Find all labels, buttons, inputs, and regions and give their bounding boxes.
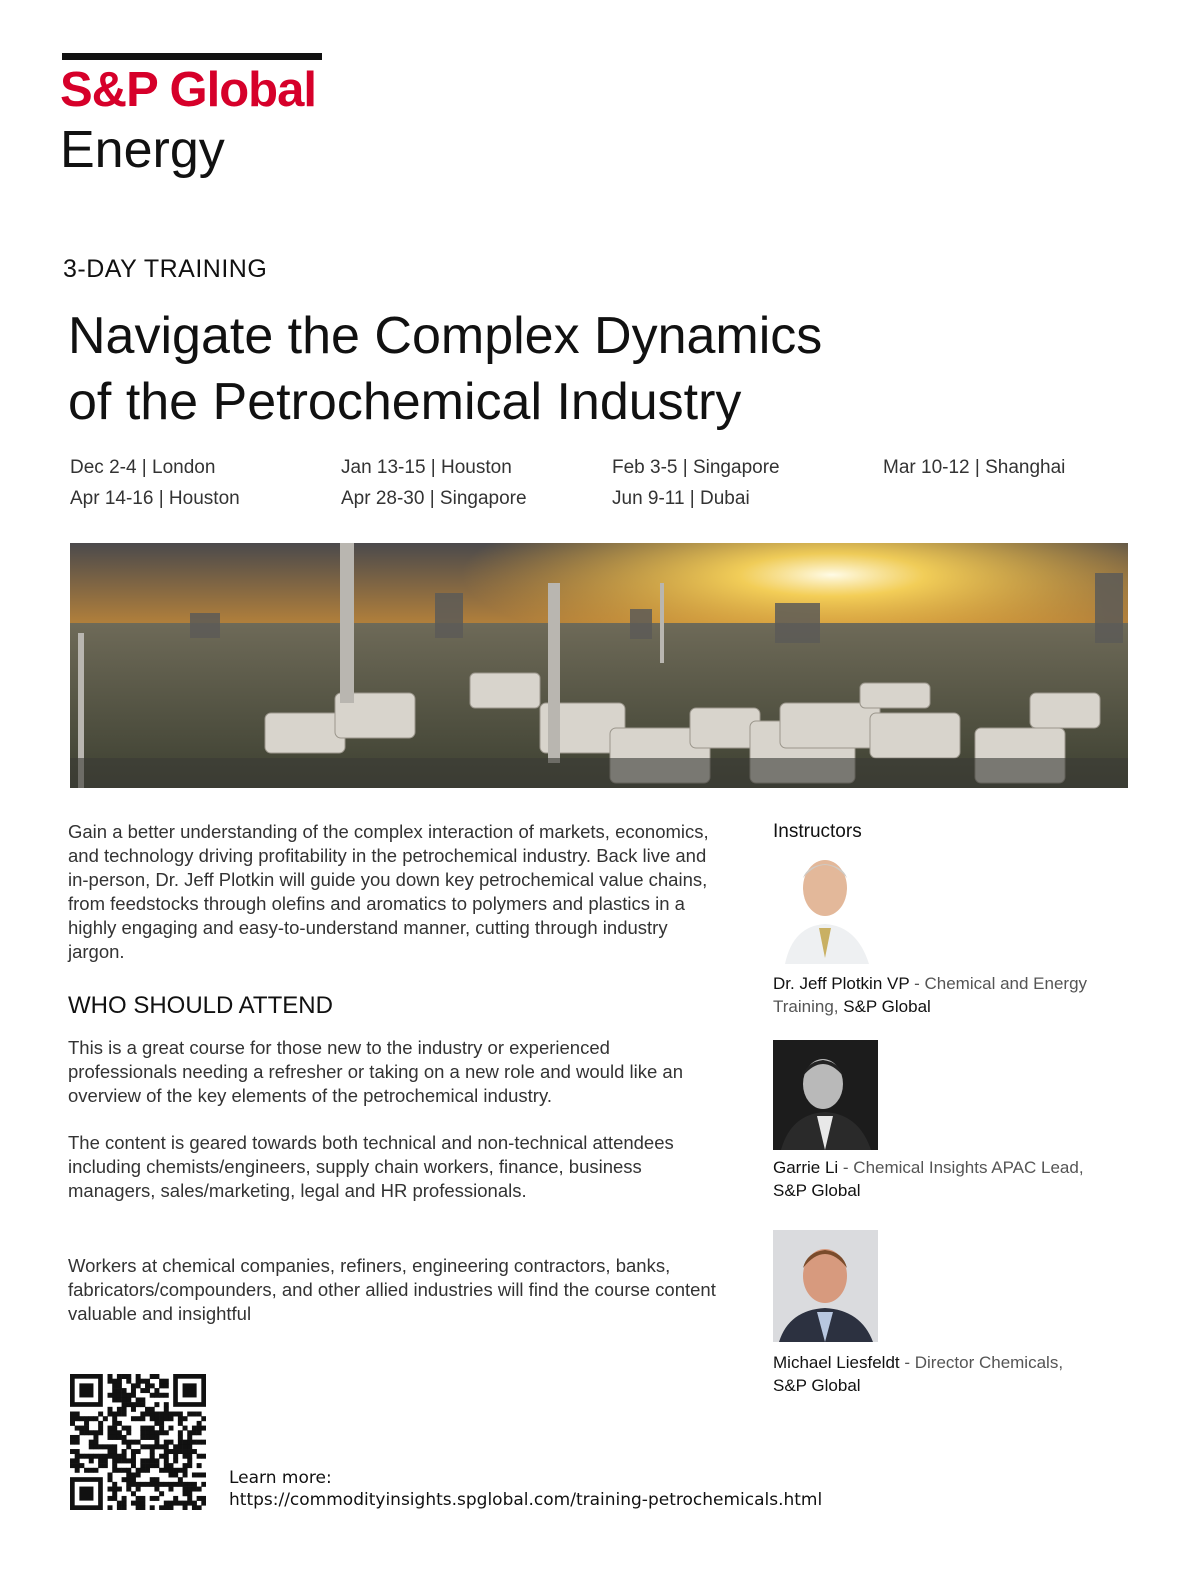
page-title	[68, 303, 1028, 435]
learn-more-label: Learn more:	[229, 1468, 332, 1488]
brand-division: Energy	[60, 121, 225, 179]
instructor-caption	[773, 972, 1133, 1018]
instructor-caption	[773, 1156, 1133, 1202]
instructor-role: - Director Chemicals,	[899, 1353, 1064, 1372]
instructor-org: S&P Global	[773, 1376, 861, 1395]
instructor-name: Garrie Li	[773, 1158, 839, 1177]
logo-rule	[62, 53, 322, 60]
instructor-org: S&P Global	[843, 997, 931, 1016]
session-item: Mar 10-12 | Shanghai	[883, 457, 1066, 478]
audience-paragraph: This is a great course for those new to the industry or experienced professionals needing a refresher or taking on a new role and would like an overview of the key elements of the petrochemical industry.	[68, 1037, 683, 1106]
audience-paragraph: The content is geared towards both technical and non-technical attendees including chemists/engineers, supply chain workers, finance, business managers, sales/marketing, legal and HR professionals.	[68, 1132, 674, 1201]
instructor-role: - Chemical Insights APAC Lead,	[838, 1158, 1084, 1177]
refinery-photo	[70, 543, 1128, 788]
instructor-role: - Chemical and Energy Training,	[773, 974, 1088, 1016]
instructor-org: S&P Global	[773, 1181, 861, 1200]
course-kicker: 3-DAY TRAINING	[63, 255, 268, 283]
instructor-name: Michael Liesfeldt	[773, 1353, 900, 1372]
audience-paragraph: Workers at chemical companies, refiners, engineering contractors, banks, fabricators/compounders, and other allied industries will find the course content valuable and insightful	[68, 1255, 716, 1324]
session-item: Jan 13-15 | Houston	[341, 457, 512, 478]
instructor-photo	[773, 848, 878, 964]
who-should-attend-heading: WHO SHOULD ATTEND	[68, 992, 333, 1019]
session-item: Apr 28-30 | Singapore	[341, 488, 527, 509]
learn-more-link[interactable]: https://commodityinsights.spglobal.com/training-petrochemicals.html	[229, 1490, 823, 1510]
learn-more	[229, 1467, 822, 1511]
instructor-name: Dr. Jeff Plotkin VP	[773, 974, 910, 993]
instructors-heading: Instructors	[773, 821, 862, 842]
qr-code-icon[interactable]	[70, 1374, 206, 1510]
session-dates	[70, 456, 1130, 510]
instructor-photo	[773, 1230, 878, 1342]
instructor-photo	[773, 1040, 878, 1150]
instructor-caption	[773, 1351, 1133, 1397]
session-item: Jun 9-11 | Dubai	[612, 488, 750, 509]
session-item: Feb 3-5 | Singapore	[612, 457, 780, 478]
session-item: Dec 2-4 | London	[70, 457, 216, 478]
intro-text: Gain a better understanding of the complex interaction of markets, economics, and technology driving profitability in the petrochemical industry. Back live and in-person, Dr. Jeff Plotkin will guide you down key petrochemical value chains, from feedstocks through olefins and aromatics to polymers and plastics in a highly engaging and easy-to-understand manner, cutting through industry jargon.	[68, 821, 709, 962]
session-item: Apr 14-16 | Houston	[70, 488, 240, 509]
brand-logo: S&P Global	[60, 63, 316, 117]
title-line-1: Navigate the Complex Dynamics	[68, 307, 823, 365]
title-line-2: of the Petrochemical Industry	[68, 373, 742, 431]
